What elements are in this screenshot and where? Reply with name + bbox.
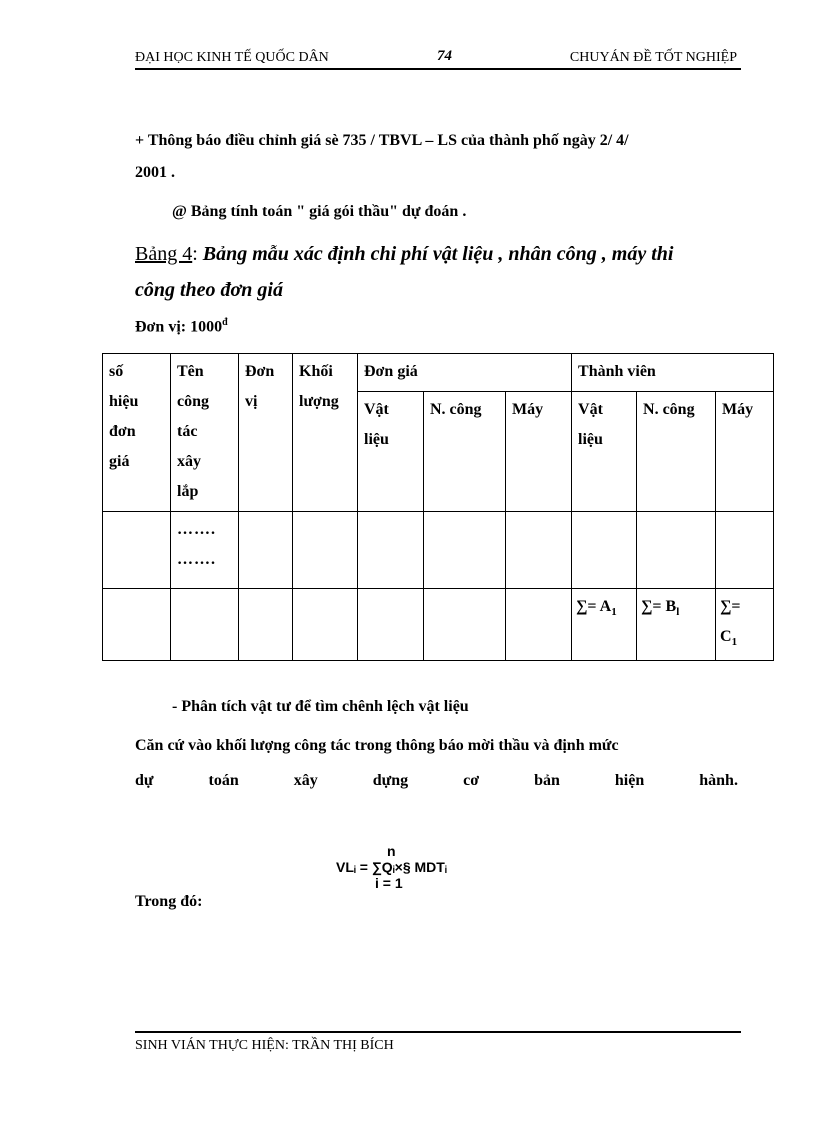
unit-line: Đơn vị: $1000^đ$ [135,317,228,336]
page-header [135,48,741,70]
header-thesis-type: CHUYÁN ĐỀ TỐT NGHIỆP [569,50,737,65]
col-don-vi: Đơn vị [239,354,293,512]
basis-line-1: Căn cứ vào khối lượng công tác trong thông báo mời thầu và định mức [135,737,619,754]
sub-vat-lieu: Vật liệu [572,392,637,512]
sub-may: Máy [506,392,572,512]
table-title: Bảng mẫu xác định chi phí vật liệu , nhân công , máy thi công theo đơn giá [135,243,674,301]
sum-a-cell: ∑= $A_1$ [572,589,637,661]
notice-line-2: 2001 . [135,164,175,181]
sub-n-cong: N. công [637,392,716,512]
group-don-gia: Đơn giá [358,354,572,392]
sub-may: Máy [716,392,774,512]
col-khoi-luong: Khối lượng [293,354,358,512]
table-caption: Bảng 4: Bảng mẫu xác định chi phí vật liệu , nhân công , máy thi công theo đơn giá [135,243,674,301]
col-so-hieu-don-gia: số hiệu đơn giá [103,354,171,512]
sub-vat-lieu: Vật liệu [358,392,424,512]
table-sum-row [103,589,774,661]
header-university: ĐẠI HỌC KINH TẾ QUỐC DÂN [135,50,329,65]
table-row [103,512,774,589]
page-number: 74 [437,48,452,64]
notice-line-1: + Thông báo điều chỉnh giá sè 735 / TBVL – LS của thành phố ngày 2/ 4/ [135,132,629,149]
page-footer: SINH VIÁN THỰC HIỆN: TRẦN THỊ BÍCH [135,1038,394,1053]
table-label: Bảng 4 [135,243,193,265]
estimate-line: @ Bảng tính toán " giá gói thầu" dự đoán . [172,203,467,220]
ellipsis-cell: ……. ……. [171,512,239,589]
col-ten-cong-tac: Tên công tác xây lắp [171,354,239,512]
analysis-line: - Phân tích vật tư để tìm chênh lệch vật liệu [172,698,469,715]
basis-line-2: dự toán xây dựng cơ bản hiện hành. [135,772,738,789]
sub-n-cong: N. công [424,392,506,512]
cost-table [102,353,774,661]
group-thanh-vien: Thành viên [572,354,774,392]
table-header-row [103,354,774,392]
sum-c-cell: ∑= $C_1$ [716,589,774,661]
footer-divider [135,1031,741,1033]
where-label: Trong đó: [135,893,203,910]
sum-b-cell: ∑= $B_l$ [637,589,716,661]
